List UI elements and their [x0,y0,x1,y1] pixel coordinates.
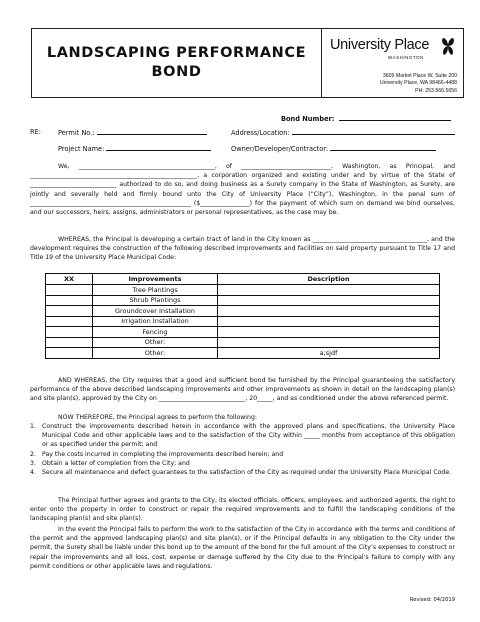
logo-cell [322,29,463,97]
improvement-cell: Other: [93,337,218,348]
address-line2: University Place, WA 98466-4488 [379,80,457,87]
bond-number-field[interactable] [339,114,451,121]
owner-field[interactable] [330,144,436,151]
header-description: Description [218,274,440,285]
address-block [380,73,457,95]
list-number: 2. [30,450,36,458]
list-text: Obtain a letter of completion from the City; and [42,459,190,467]
address-line3: PH: 253.566.5656 [415,87,457,94]
table-row [46,285,440,296]
improvement-cell: Shrub Plantings [93,295,218,306]
header-improvements: Improvements [93,274,218,285]
list-item [30,422,455,450]
obligations-list [30,422,455,477]
table-row [46,337,440,348]
title-cell [32,29,322,97]
paragraph-parties: We, ____________________________________________, of _____________________________, Washington, as Principal, and ______________________________________________________, a corporation organized and existing under and by virtue of the State of ____________________________ authorized to do so, and doing business as a Surety company in the State of Washington, as Surety, are jointly and severally held and firmly bound unto the City of University Place (“City”), Washington, in the penal sum of ____________________________________________________ ($________________) for the payment of which sum on demand we bind ourselves, and our successors, heirs, assigns, administrators or personal representatives, as the case may be. [30,163,455,217]
table-row [46,306,440,317]
revised-date: Revised: 04/2019 [409,597,455,603]
xx-cell[interactable] [46,306,93,317]
table-row [46,348,440,359]
list-item [30,468,455,477]
improvement-cell: Groundcover Installation [93,306,218,317]
improvement-cell: Fencing [93,327,218,338]
logo-name: University Place [330,37,430,53]
description-cell[interactable]: a;sjdf [218,348,440,359]
table-header-row [46,274,440,285]
xx-cell[interactable] [46,285,93,296]
bond-number-label: Bond Number: [281,115,335,123]
list-number: 3. [30,459,36,467]
owner-row [231,144,436,153]
table-row [46,327,440,338]
xx-cell[interactable] [46,295,93,306]
header-box [31,28,464,98]
xx-cell[interactable] [46,327,93,338]
list-item [30,459,455,468]
address-location-label: Address/Location: [231,129,290,137]
list-text: Pay the costs incurred in completing the improvements described herein; and [42,450,284,458]
permit-no-row [58,128,207,137]
xx-cell[interactable] [46,337,93,348]
project-name-label: Project Name: [58,145,105,153]
improvement-cell: Irrigation Installation [93,316,218,327]
paragraph-now-therefore: NOW THEREFORE, the Principal agrees to perform the following: [58,414,257,421]
address-line1: 3609 Market Place W, Suite 200 [382,73,457,79]
document-title [47,44,306,82]
re-label: RE: [30,128,41,136]
description-cell[interactable] [218,285,440,296]
leaf-logo-icon [440,36,456,56]
xx-cell[interactable] [46,316,93,327]
improvement-cell: Tree Plantings [93,285,218,296]
table-row [46,295,440,306]
paragraph-default: In the event the Principal fails to perform the work to the satisfaction of the City in accordance with the terms and conditions of the permit and the approved landscaping plan(s) and site plan(s), or if the Principal defaults in any obligation to the City under the permit, the Surety shall be liable under this bond up to the amount of the bond for the full amount of the City’s expenses to construct or repair the improvements and all loss, cost, expense or damage suffered by the City due to the Principal’s failure to comply with any permit conditions or other applicable laws and regulations. [30,526,455,570]
description-cell[interactable] [218,295,440,306]
list-number: 4. [30,469,36,477]
description-cell[interactable] [218,327,440,338]
project-name-field[interactable] [106,144,211,151]
description-cell[interactable] [218,316,440,327]
description-cell[interactable] [218,306,440,317]
title-line1: LANDSCAPING PERFORMANCE [46,45,307,61]
list-number: 1. [30,423,36,430]
bond-number-row [281,114,451,123]
project-name-row [58,144,211,153]
owner-label: Owner/Developer/Contractor: [231,145,329,153]
permit-no-field[interactable] [97,128,207,135]
xx-cell[interactable] [46,348,93,359]
list-text: Secure all maintenance and defect guarantees to the satisfaction of the City as required under the University Place Municipal Code. [42,469,452,477]
header-xx: XX [46,274,93,285]
list-item [30,450,455,459]
logo-sub: WASHINGTON [388,55,424,60]
improvement-cell: Other: [93,348,218,359]
paragraph-right-of-entry: The Principal further agrees and grants to the City, its elected officials, officers, employees, and authorized agents, the right to enter onto the property in order to construct or repair the required improvements and to fulfill the landscaping conditions of the landscaping plan(s) and site plan(s). [30,497,455,523]
title-line2: BOND [151,64,202,80]
address-location-row [231,128,455,137]
description-cell[interactable] [218,337,440,348]
table-row [46,316,440,327]
improvements-table [45,273,440,359]
list-text: Construct the improvements described herein in accordance with the approved plans and specifications, the University Place Municipal Code and other applicable laws and to the satisfaction of the City within _____ months from acceptance of this obligation or as specified under the permit; and [42,423,455,449]
address-location-field[interactable] [292,128,455,135]
paragraph-and-whereas: AND WHEREAS, the City requires that a good and sufficient bond be furnished by the Principal guaranteeing the satisfactory performance of the above described landscaping improvements and other improvements as shown in detail on the landscaping plan(s) and site plan(s), approved by the City on ____________________________, 20_____, and as conditioned under the above referenced permit. [30,377,455,403]
paragraph-whereas: WHEREAS, the Principal is developing a certain tract of land in the City known as _____________________________________, and the development requires the construction of the following described improvements and facilities on said property pursuant to Title 17 and Title 19 of the University Place Municipal Code: [30,236,455,262]
permit-no-label: Permit No.: [58,129,95,137]
